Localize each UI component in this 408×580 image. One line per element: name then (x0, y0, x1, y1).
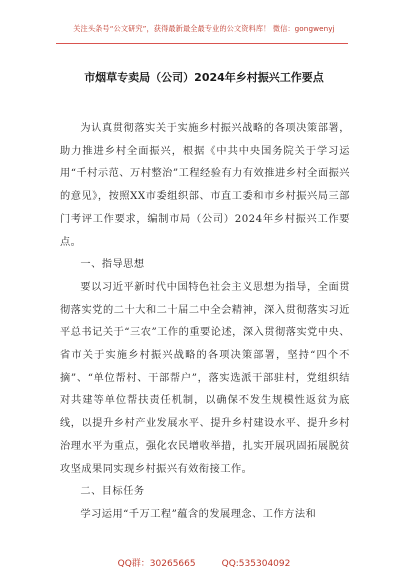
document-title: 市烟草专卖局（公司）2024年乡村振兴工作要点 (84, 71, 324, 84)
contact-footer (0, 556, 408, 569)
qq-group-number: QQ群：30265665 (117, 559, 196, 569)
goals-tasks-paragraph: 学习运用“千万工程”蕴含的发展理念、工作方法和 (80, 508, 317, 520)
qq-number: QQ:535304092 (221, 559, 291, 569)
header-divider (56, 43, 348, 44)
guiding-ideology-paragraph: 要以习近平新时代中国特色社会主义思想为指导，全面贯彻落实党的二十大和二十届二中全会精神，深入贯彻落实习近平总书记关于“三农”工作的重要论述，深入贯彻落实党中央、省市关于实施乡村振兴战略的各项决策部署，坚持“四个不摘”、“单位帮村、干部帮户”，落实选派干部驻村，党组织结对共建等单位帮扶责任机制，以确保不发生规模性返贫为底线，以提升乡村产业发展水平、提升乡村建设水平、提升乡村治理水平为重点，强化农民增收举措，扎实开展巩固拓展脱贫攻坚成果同实现乡村振兴有效衔接工作。 (60, 281, 350, 475)
section-heading-guiding-ideology: 一、指导思想 (80, 259, 145, 271)
section-heading-goals-tasks: 二、目标任务 (80, 486, 145, 498)
document-body (60, 118, 350, 527)
intro-paragraph: 为认真贯彻落实关于实施乡村振兴战略的各项决策部署，助力推进乡村全面振兴，根据《中共中央国务院关于学习运用“千村示范、万村整治”工程经验有力有效推进乡村全面振兴的意见》，按照XX市委组织部、市直工委和市乡村振兴局三部门考评工作要求，编制市局（公司）2024年乡村振兴工作要点。 (60, 123, 350, 248)
promo-banner: 关注头条号“公文研究”，获得最新最全最专业的公文资料库！ 微信：gongwenyj (73, 24, 335, 33)
